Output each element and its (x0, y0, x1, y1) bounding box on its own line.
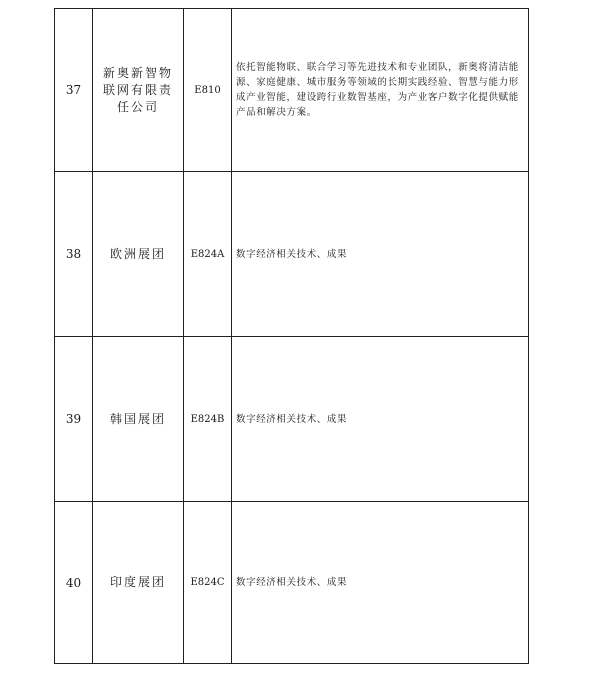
exhibitor-table (54, 8, 529, 664)
table-row (55, 172, 529, 337)
booth-number: E810 (184, 9, 232, 172)
exhibit-description: 数字经济相关技术、成果 (232, 172, 529, 337)
table-row (55, 337, 529, 502)
row-number: 38 (55, 172, 93, 337)
exhibitor-name: 新奥新智物联网有限责任公司 (93, 9, 184, 172)
row-number: 40 (55, 502, 93, 664)
booth-number: E824A (184, 172, 232, 337)
exhibitor-name: 韩国展团 (93, 337, 184, 502)
row-number: 37 (55, 9, 93, 172)
exhibit-description: 数字经济相关技术、成果 (232, 337, 529, 502)
table-row (55, 502, 529, 664)
exhibitor-name: 欧洲展团 (93, 172, 184, 337)
exhibitor-name: 印度展团 (93, 502, 184, 664)
exhibit-description: 数字经济相关技术、成果 (232, 502, 529, 664)
table-row (55, 9, 529, 172)
booth-number: E824B (184, 337, 232, 502)
booth-number: E824C (184, 502, 232, 664)
exhibit-description: 依托智能物联、联合学习等先进技术和专业团队，新奥将清洁能源、家庭健康、城市服务等领域的长期实践经验、智慧与能力形成产业智能，建设跨行业数智基座，为产业客户数字化提供赋能产品和解决方案。 (232, 9, 529, 172)
row-number: 39 (55, 337, 93, 502)
